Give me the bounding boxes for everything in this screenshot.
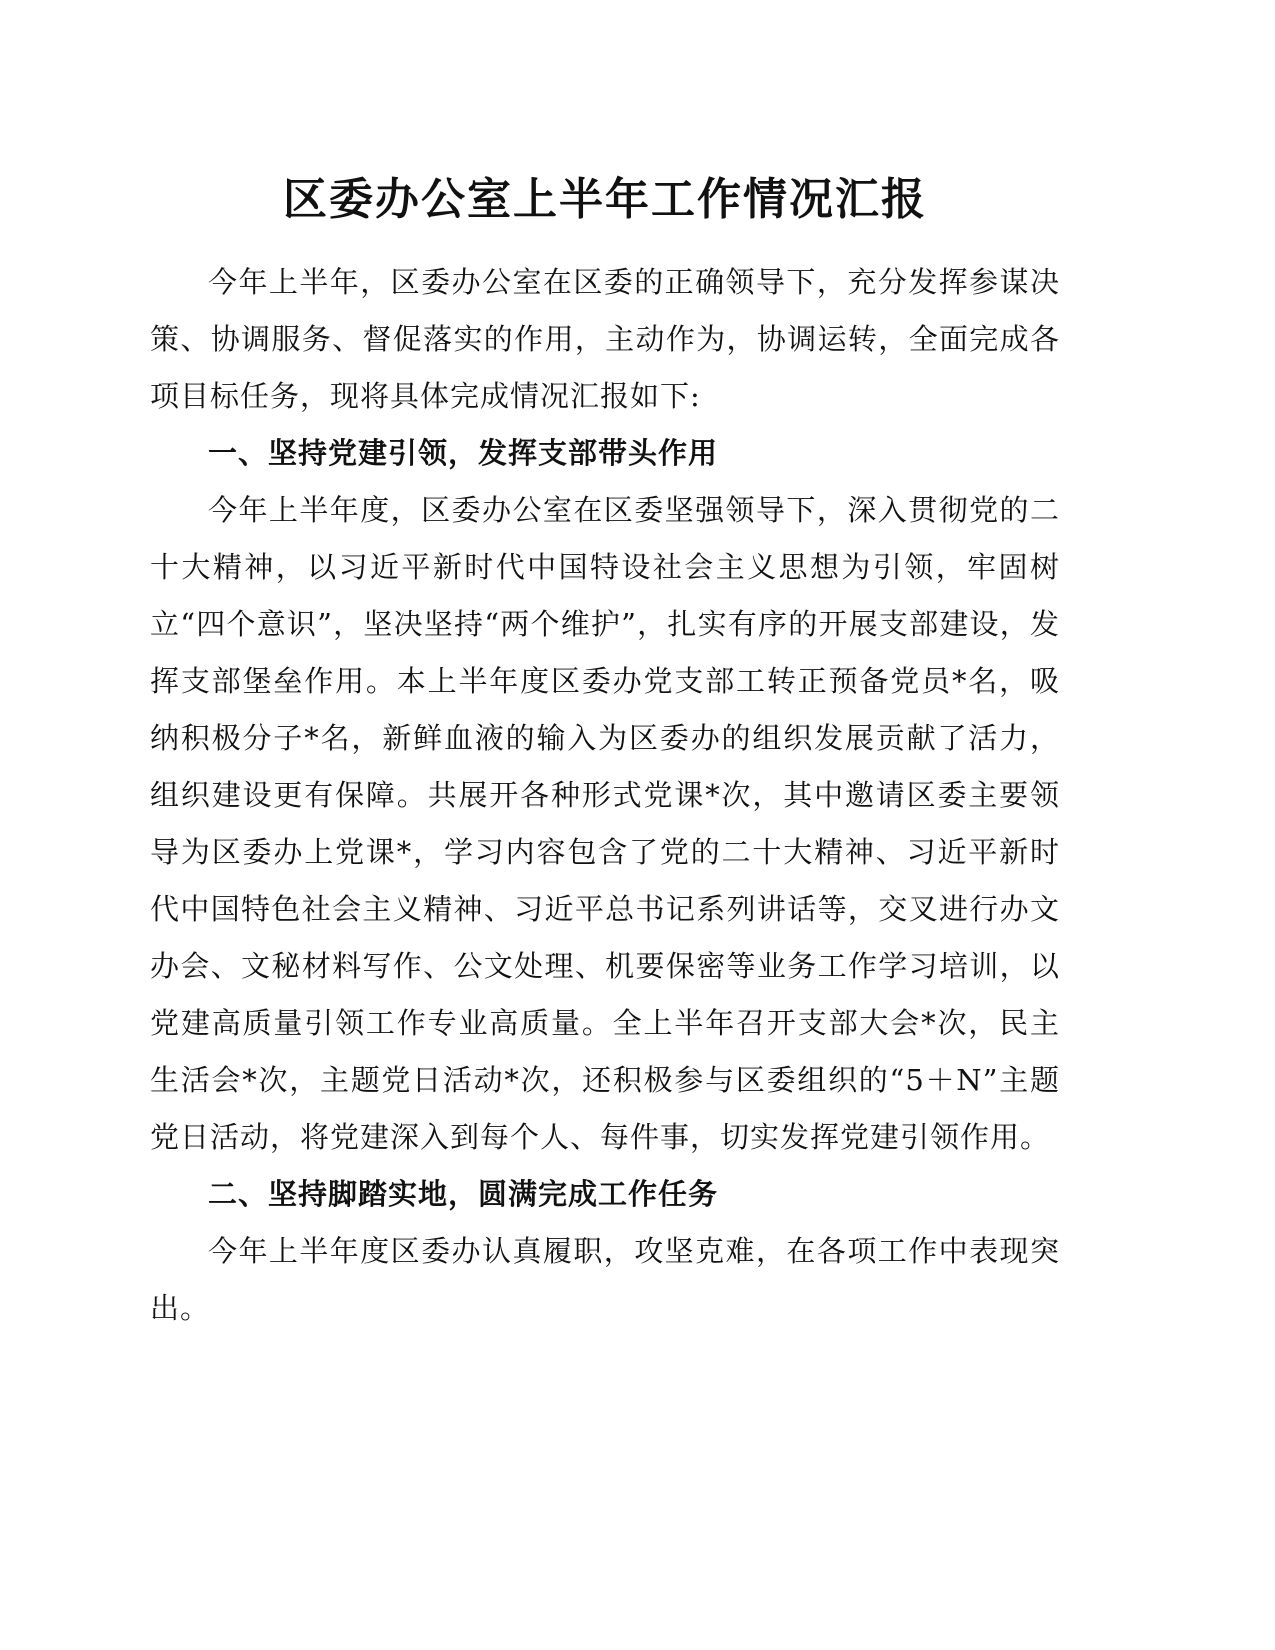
section-1-heading: 一、坚持党建引领，发挥支部带头作用 xyxy=(208,436,719,470)
section-2-body: 今年上半年度区委办认真履职，攻坚克难，在各项工作中表现突出。 xyxy=(150,1234,1060,1325)
section-1-body: 今年上半年度，区委办公室在区委坚强领导下，深入贯彻党的二十大精神，以习近平新时代中国特设社会主义思想为引领，牢固树立“四个意识”，坚决坚持“两个维护”，扎实有序的开展支部建设，发挥支部堡垒作用。本上半年度区委办党支部工转正预备党员*名，吸纳积极分子*名，新鲜血液的输入为区委办的组织发展贡献了活力，组织建设更有保障。共展开各种形式党课*次，其中邀请区委主要领导为区委办上党课*，学习内容包含了党的二十大精神、习近平新时代中国特色社会主义精神、习近平总书记系列讲话等，交叉进行办文办会、文秘材料写作、公文处理、机要保密等业务工作学习培训，以党建高质量引领工作专业高质量。全上半年召开支部大会*次，民主生活会*次，主题党日活动*次，还积极参与区委组织的“5＋N”主题党日活动，将党建深入到每个人、每件事，切实发挥党建引领作用。 xyxy=(150,493,1060,1154)
document-title: 区委办公室上半年工作情况汇报 xyxy=(283,174,927,225)
section-2-heading: 二、坚持脚踏实地，圆满完成工作任务 xyxy=(208,1177,719,1211)
document-page xyxy=(150,160,1060,1337)
intro-paragraph: 今年上半年，区委办公室在区委的正确领导下，充分发挥参谋决策、协调服务、督促落实的作用，主动作为，协调运转，全面完成各项目标任务，现将具体完成情况汇报如下: xyxy=(150,265,1060,413)
